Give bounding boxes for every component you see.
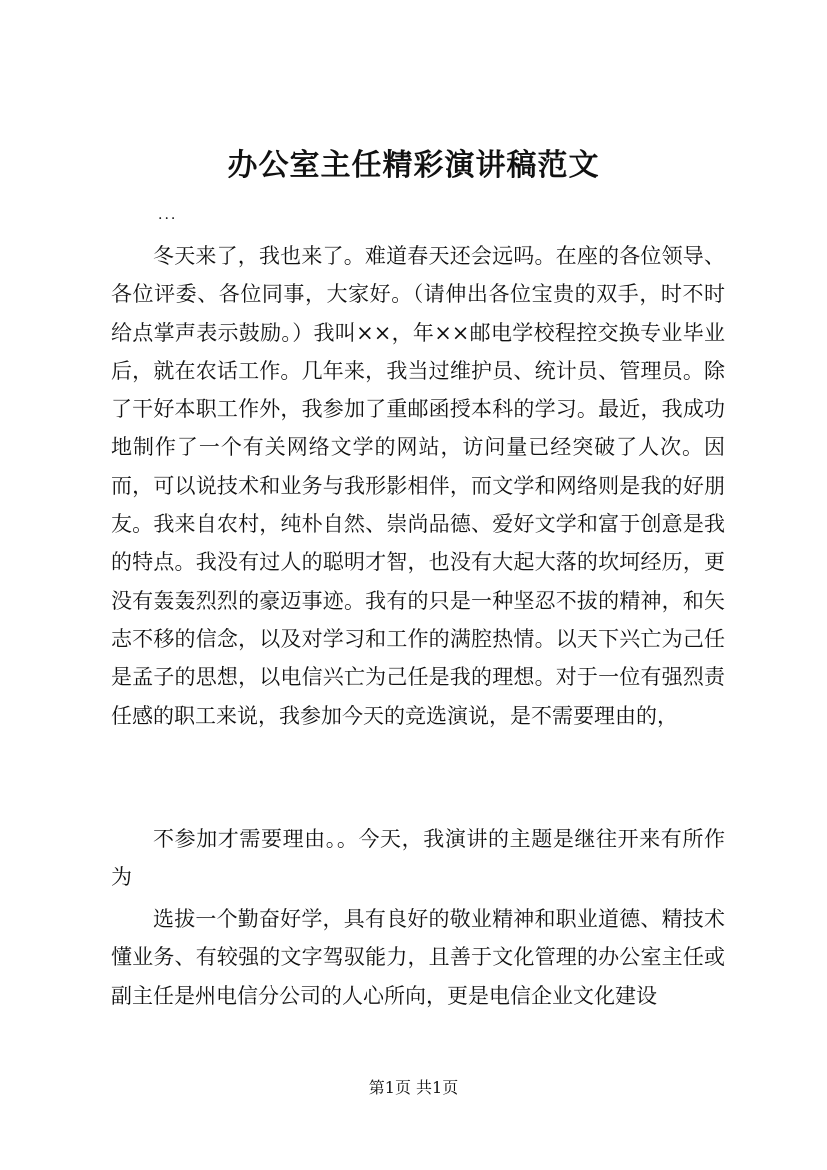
paragraph-2: 不参加才需要理由。。今天，我演讲的主题是继往开来有所作为 [111, 827, 725, 890]
document-title: 办公室主任精彩演讲稿范文 [227, 148, 600, 183]
page-footer: 第1页 共1页 [368, 1078, 459, 1097]
ellipsis-marker: ... [158, 207, 178, 223]
paragraph-3: 选拔一个勤奋好学，具有良好的敬业精神和职业道德、精技术懂业务、有较强的文字驾驭能力，且善于文化管理的办公室主任或副主任是州电信分公司的人心所向，更是电信企业文化建设 [111, 907, 725, 1008]
paragraph-1: 冬天来了，我也来了。难道春天还会远吗。在座的各位领导、各位评委、各位同事，大家好。（请伸出各位宝贵的双手，时不时给点掌声表示鼓励。）我叫××，年××邮电学校程控交换专业毕业后，就在农话工作。几年来，我当过维护员、统计员、管理员。除了干好本职工作外，我参加了重邮函授本科的学习。最近，我成功地制作了一个有关网络文学的网站，访问量已经突破了人次。因而，可以说技术和业务与我形影相伴，而文学和网络则是我的好朋友。我来自农村，纯朴自然、崇尚品德、爱好文学和富于创意是我的特点。我没有过人的聪明才智，也没有大起大落的坎坷经历，更没有轰轰烈烈的豪迈事迹。我有的只是一种坚忍不拔的精神，和矢志不移的信念，以及对学习和工作的满腔热情。以天下兴亡为己任是孟子的思想，以电信兴亡为己任是我的理想。对于一位有强烈责任感的职工来说，我参加今天的竞选演说，是不需要理由的， [111, 244, 725, 728]
